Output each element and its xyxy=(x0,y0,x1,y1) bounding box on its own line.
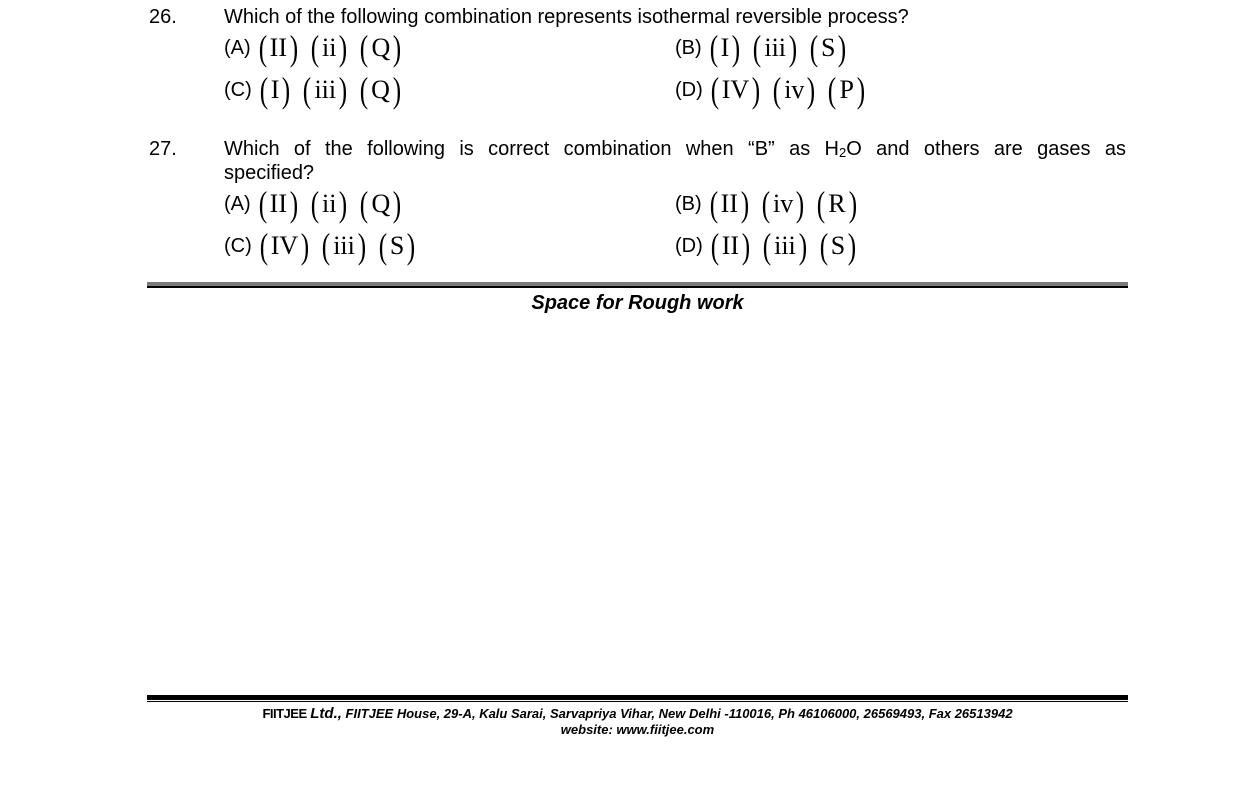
option-26-b xyxy=(675,30,857,66)
option-letter: (C) xyxy=(224,78,252,101)
option-term: ( R ) xyxy=(817,184,857,224)
option-term: ( iii ) xyxy=(303,70,348,110)
option-term: ( I ) xyxy=(259,70,291,110)
option-term: ( iv ) xyxy=(773,70,816,110)
option-term: ( Q ) xyxy=(360,184,402,224)
option-term: ( I ) xyxy=(709,28,741,68)
option-26-c xyxy=(224,72,412,108)
option-term: ( II ) xyxy=(709,184,750,224)
option-letter: (A) xyxy=(224,36,251,59)
question-text: Which of the following combination represents isothermal reversible process? xyxy=(224,6,909,28)
option-term: ( ii ) xyxy=(310,184,348,224)
option-term: ( iii ) xyxy=(322,226,367,266)
option-27-d xyxy=(675,228,867,264)
option-term: ( IV ) xyxy=(710,70,761,110)
option-term: ( S ) xyxy=(819,226,857,266)
footer-brand: FIITJEE xyxy=(262,706,307,721)
option-term: ( P ) xyxy=(828,70,866,110)
option-term: ( II ) xyxy=(258,184,299,224)
option-letter: (A) xyxy=(224,192,251,215)
question-text xyxy=(224,137,1126,185)
option-26-d xyxy=(675,72,876,108)
option-term: ( S ) xyxy=(378,226,416,266)
rough-work-divider-line xyxy=(147,286,1128,288)
option-letter: (B) xyxy=(675,192,702,215)
option-27-c xyxy=(224,228,426,264)
question-number: 26. xyxy=(149,6,177,28)
question-text-line: specified? xyxy=(224,162,315,184)
option-term: ( II ) xyxy=(258,28,299,68)
option-term: ( II ) xyxy=(710,226,751,266)
option-term: ( iii ) xyxy=(753,28,798,68)
option-term: ( Q ) xyxy=(359,70,402,110)
option-27-a xyxy=(224,186,412,222)
option-term: ( Q ) xyxy=(360,28,402,68)
option-term: ( ii ) xyxy=(310,28,348,68)
option-letter: (D) xyxy=(675,78,703,101)
option-26-a xyxy=(224,30,412,66)
footer-address-line xyxy=(147,706,1128,722)
footer-website: website: www.fiitjee.com xyxy=(560,722,715,737)
option-term: ( S ) xyxy=(809,28,847,68)
option-letter: (D) xyxy=(675,234,703,257)
footer xyxy=(147,706,1128,738)
question-number: 27. xyxy=(149,138,177,160)
rough-work-label: Space for Rough work xyxy=(531,292,744,314)
option-term: ( iii ) xyxy=(762,226,807,266)
footer-address: FIITJEE House, 29-A, Kalu Sarai, Sarvapriya Vihar, New Delhi -110016, Ph 46106000, 26569493, Fax 26513942 xyxy=(345,706,1013,721)
option-27-b xyxy=(675,186,868,222)
footer-divider-thin xyxy=(147,701,1128,702)
option-term: ( IV ) xyxy=(259,226,310,266)
question-text-line: Which of the following is correct combination when “B” as $H_2O$ and others are gases as xyxy=(224,138,1126,160)
option-letter: (C) xyxy=(224,234,252,257)
option-term: ( iv ) xyxy=(761,184,805,224)
footer-divider xyxy=(147,695,1128,700)
option-letter: (B) xyxy=(675,36,702,59)
footer-ltd: Ltd., xyxy=(310,705,342,722)
